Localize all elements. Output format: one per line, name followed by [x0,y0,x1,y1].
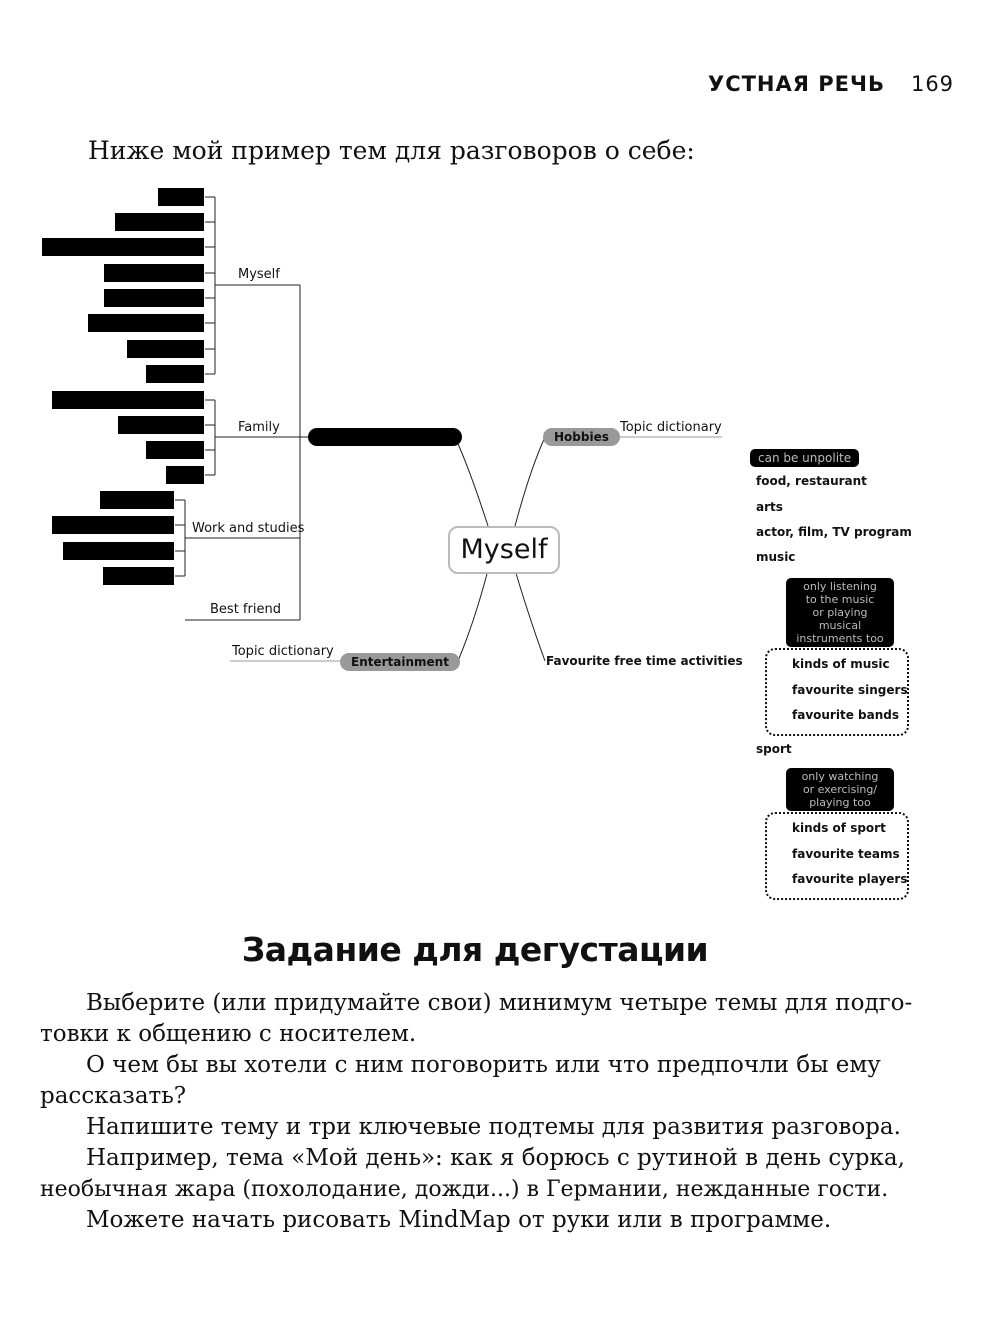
hobbies-node: Hobbies [543,428,620,446]
callout-line: only listening [803,580,877,593]
redacted-bar [104,264,204,282]
entertainment-note: Topic dictionary [232,644,334,659]
branch-family: Family [238,420,280,435]
music-item: favourite bands [792,708,899,722]
paragraph-line: Выберите (или придумайте свои) минимум четыре темы для подго- [86,990,913,1016]
music-item: favourite singers [792,683,908,697]
redacted-bar [42,238,204,256]
hobbies-note: Topic dictionary [620,420,722,435]
free-time-node: Favourite free time activities [546,654,743,668]
redacted-bar [104,289,204,307]
list-item-food: food, restaurant [756,474,867,488]
callout-line: only watching [801,770,879,783]
callout-line: or exercising/ [802,783,878,796]
paragraph-line: Напишите тему и три ключевые подтемы для развития разговора. [86,1114,901,1140]
sport-item: favourite teams [792,847,900,861]
list-item-music: music [756,550,796,564]
redacted-bar [146,365,204,383]
redacted-bar [158,188,204,206]
sport-item: favourite players [792,872,908,886]
intro-text: Ниже мой пример тем для разговоров о себе: [88,136,695,165]
music-item: kinds of music [792,657,890,671]
branch-best-friend: Best friend [210,602,281,617]
paragraph-line: рассказать? [40,1083,187,1109]
redacted-bar [118,416,204,434]
section-heading: Задание для дегустации [241,930,709,969]
callout-sport [786,768,894,811]
paragraph-line: товки к общению с носителем. [40,1021,417,1047]
branch-work-studies: Work and studies [192,521,305,536]
callout-music [786,578,894,647]
redacted-bar [88,314,204,332]
redacted-node [308,428,462,446]
redacted-bar [52,391,204,409]
list-item-sport: sport [756,742,792,756]
redacted-bar [100,491,174,509]
list-item-actor: actor, film, TV program [756,525,912,539]
redacted-bar [166,466,204,484]
redacted-bar [146,441,204,459]
redacted-bar [52,516,174,534]
redacted-bar [63,542,174,560]
callout-line: playing too [809,796,871,809]
callout-line: musical [818,619,862,632]
callout-line: instruments too [796,632,884,645]
callout-unpolite: can be unpolite [750,449,859,467]
callout-line: or playing [812,606,868,619]
paragraph-line: необычная жара (похолодание, дожди...) в Германии, нежданные гости. [40,1177,889,1202]
redacted-bar [115,213,204,231]
mindmap-center-node: Myself [448,526,560,574]
list-item-arts: arts [756,500,783,514]
branch-myself: Myself [238,267,280,282]
page-number: 169 [910,72,955,96]
redacted-bar [127,340,204,358]
sport-item: kinds of sport [792,821,886,835]
paragraph-line: Можете начать рисовать MindMap от руки или в программе. [86,1207,832,1233]
entertainment-node: Entertainment [340,653,460,671]
callout-line: to the music [805,593,875,606]
section-title: УСТНАЯ РЕЧЬ [708,72,885,96]
paragraph-line: О чем бы вы хотели с ним поговорить или что предпочли бы ему [86,1052,881,1078]
paragraph-line: Например, тема «Мой день»: как я борюсь с рутиной в день сурка, [86,1145,905,1171]
redacted-bar [103,567,174,585]
